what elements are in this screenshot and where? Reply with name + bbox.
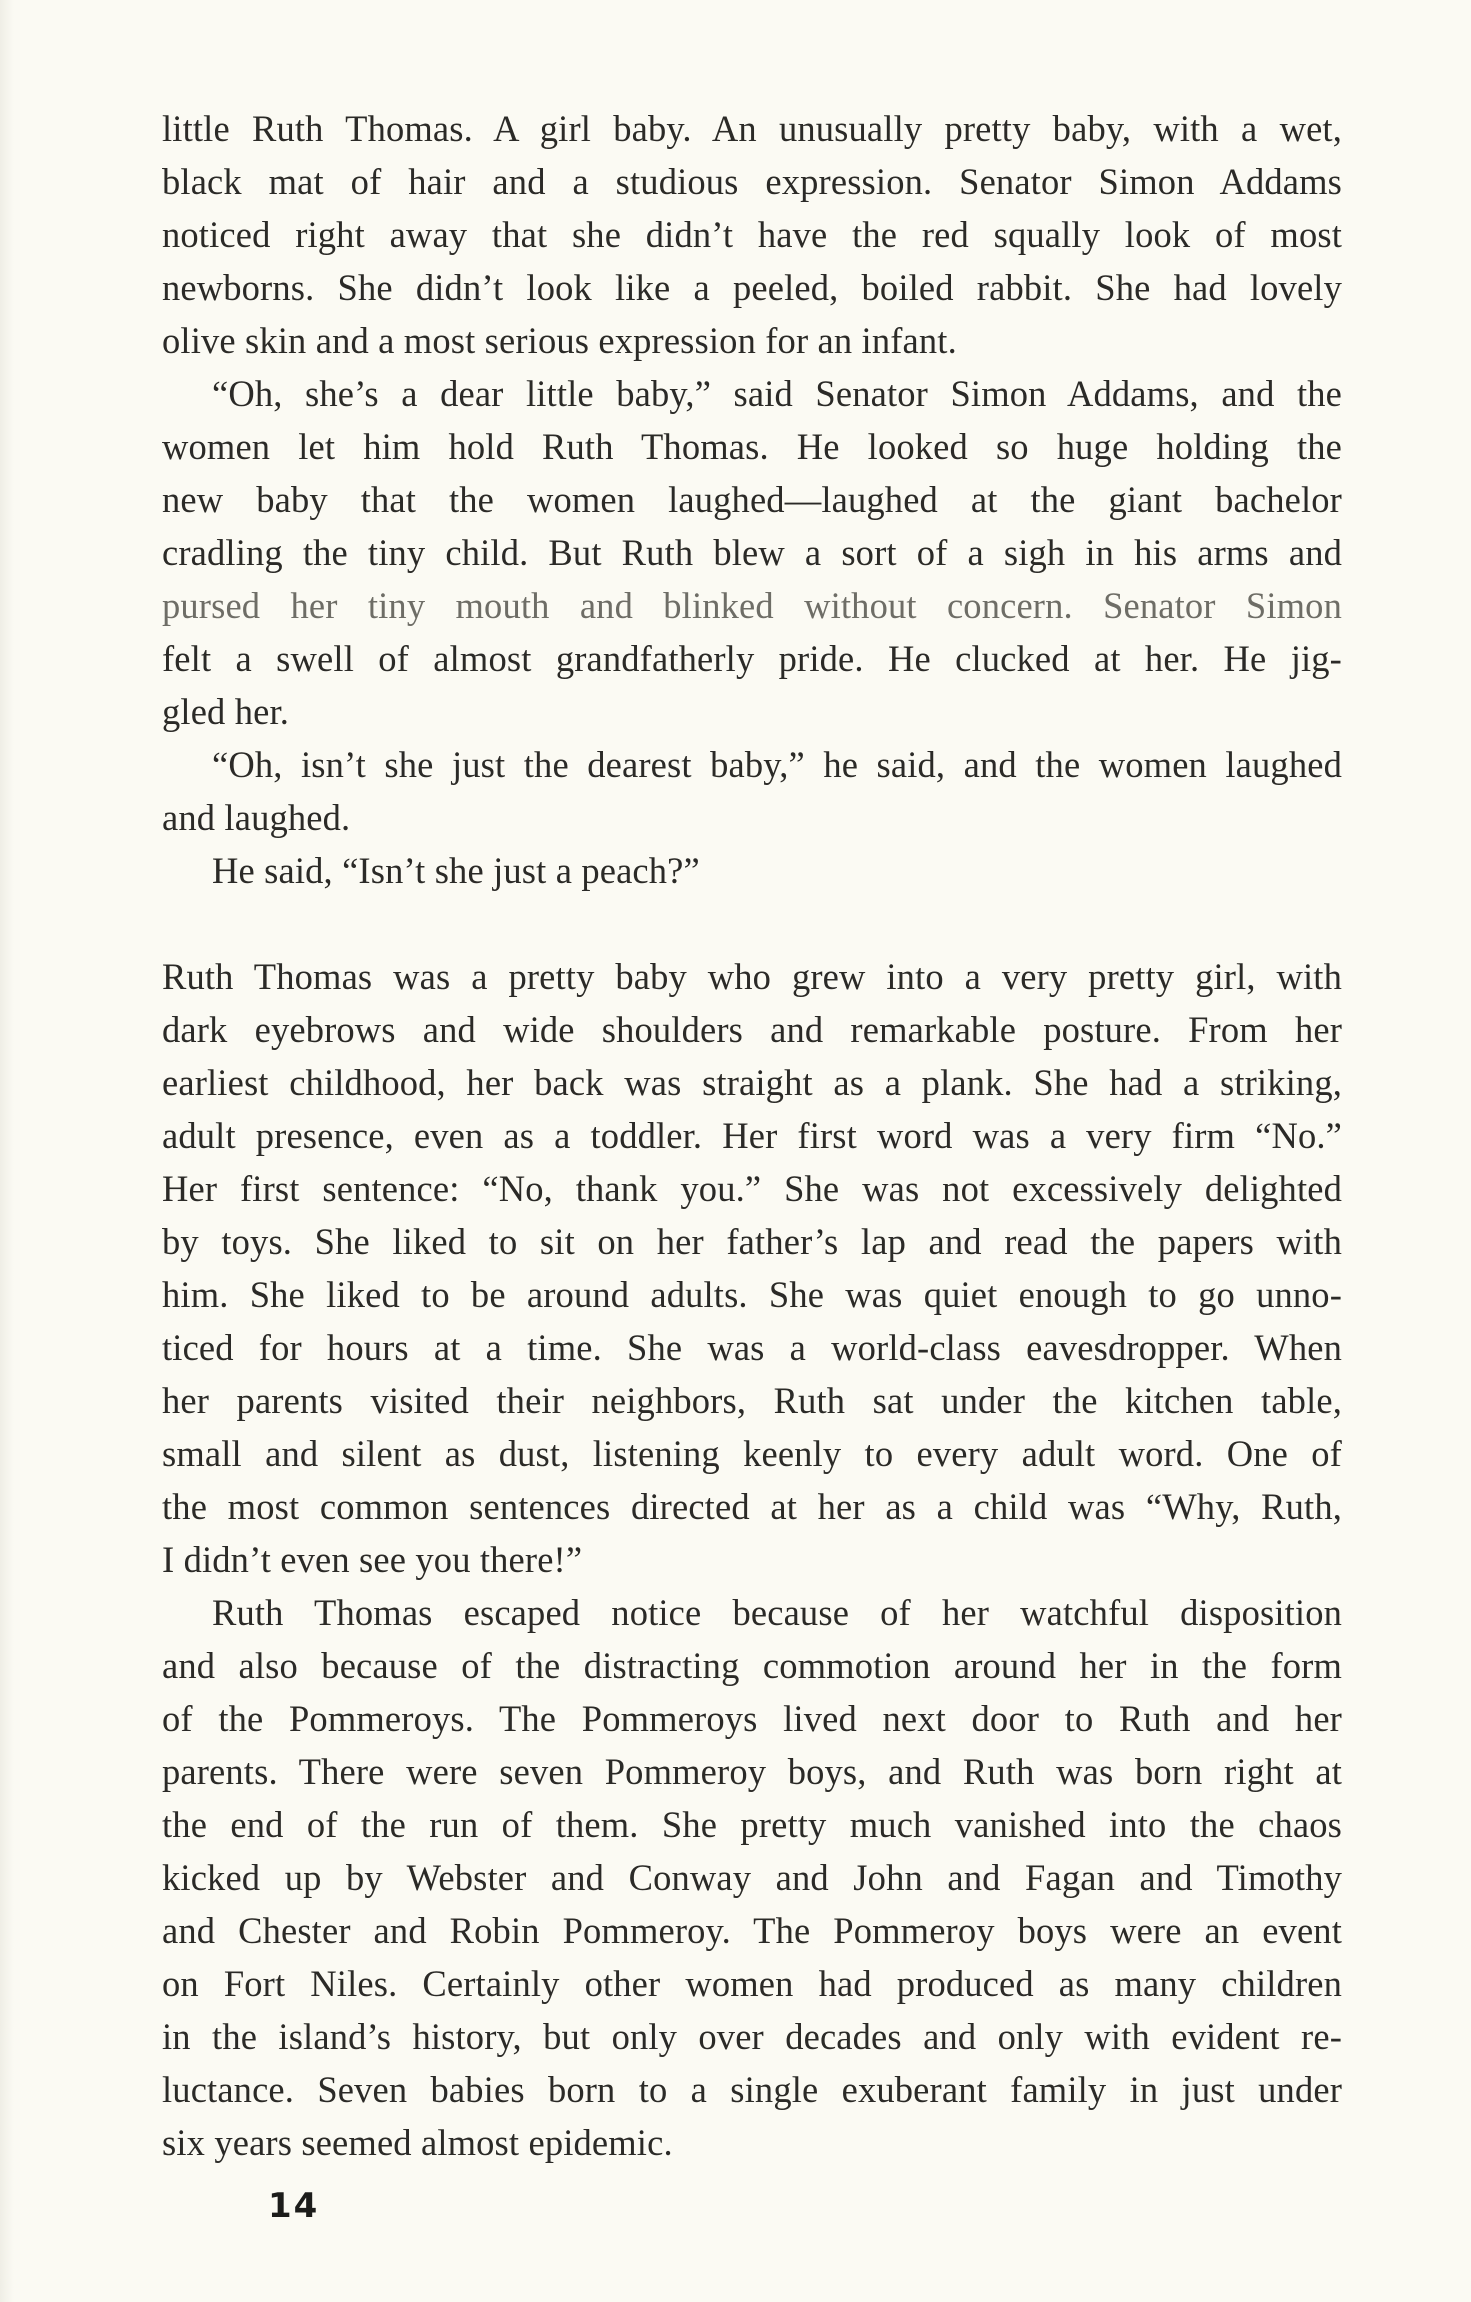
text-line: luctance. Seven babies born to a single exuberant family in just under [162,2069,1342,2110]
text-line: pursed her tiny mouth and blinked without concern. Senator Simon [162,585,1342,626]
text-line: of the Pommeroys. The Pommeroys lived next door to Ruth and her [162,1698,1342,1739]
text-line: by toys. She liked to sit on her father’s lap and read the papers with [162,1221,1342,1262]
text-line: black mat of hair and a studious expression. Senator Simon Addams [162,161,1342,202]
text-line: noticed right away that she didn’t have the red squally look of most [162,214,1342,255]
text-line: gled her. [162,691,290,732]
text-line: I didn’t even see you there!” [162,1539,583,1580]
text-line: newborns. She didn’t look like a peeled, boiled rabbit. She had lovely [162,267,1342,308]
text-line: and Chester and Robin Pommeroy. The Pommeroy boys were an event [162,1910,1342,1951]
text-line: Ruth Thomas was a pretty baby who grew into a very pretty girl, with [162,956,1342,997]
page-number: 14 [268,2186,320,2226]
text-line: him. She liked to be around adults. She was quiet enough to go unno- [162,1274,1342,1315]
text-line: six years seemed almost epidemic. [162,2122,673,2163]
text-line: women let him hold Ruth Thomas. He looked so huge holding the [162,426,1342,467]
text-line: “Oh, she’s a dear little baby,” said Senator Simon Addams, and the [212,373,1342,414]
text-line: in the island’s history, but only over decades and only with evident re- [162,2016,1342,2057]
text-line: adult presence, even as a toddler. Her first word was a very firm “No.” [162,1115,1342,1156]
text-line: ticed for hours at a time. She was a world-class eavesdropper. When [162,1327,1342,1368]
text-line: and laughed. [162,797,351,838]
text-line: Ruth Thomas escaped notice because of her watchful disposition [212,1592,1342,1633]
text-line: “Oh, isn’t she just the dearest baby,” he said, and the women laughed [212,744,1342,785]
text-line: dark eyebrows and wide shoulders and remarkable posture. From her [162,1009,1342,1050]
section-break [162,897,1342,950]
text-line: He said, “Isn’t she just a peach?” [212,850,700,891]
text-line: earliest childhood, her back was straight as a plank. She had a striking, [162,1062,1342,1103]
text-line: small and silent as dust, listening keenly to every adult word. One of [162,1433,1342,1474]
text-line: her parents visited their neighbors, Ruth sat under the kitchen table, [162,1380,1342,1421]
text-line: on Fort Niles. Certainly other women had produced as many children [162,1963,1342,2004]
text-line: kicked up by Webster and Conway and John and Fagan and Timothy [162,1857,1342,1898]
body-text [162,102,1342,2169]
text-line: the end of the run of them. She pretty much vanished into the chaos [162,1804,1342,1845]
text-line: Her first sentence: “No, thank you.” She was not excessively delighted [162,1168,1342,1209]
text-line: little Ruth Thomas. A girl baby. An unusually pretty baby, with a wet, [162,108,1342,149]
text-line: olive skin and a most serious expression for an infant. [162,320,957,361]
text-line: the most common sentences directed at her as a child was “Why, Ruth, [162,1486,1342,1527]
text-line: parents. There were seven Pommeroy boys, and Ruth was born right at [162,1751,1342,1792]
text-line: felt a swell of almost grandfatherly pride. He clucked at her. He jig- [162,638,1342,679]
text-line: cradling the tiny child. But Ruth blew a sort of a sigh in his arms and [162,532,1342,573]
page-gutter-shadow [0,0,14,2302]
text-line: and also because of the distracting commotion around her in the form [162,1645,1342,1686]
text-line: new baby that the women laughed—laughed at the giant bachelor [162,479,1342,520]
